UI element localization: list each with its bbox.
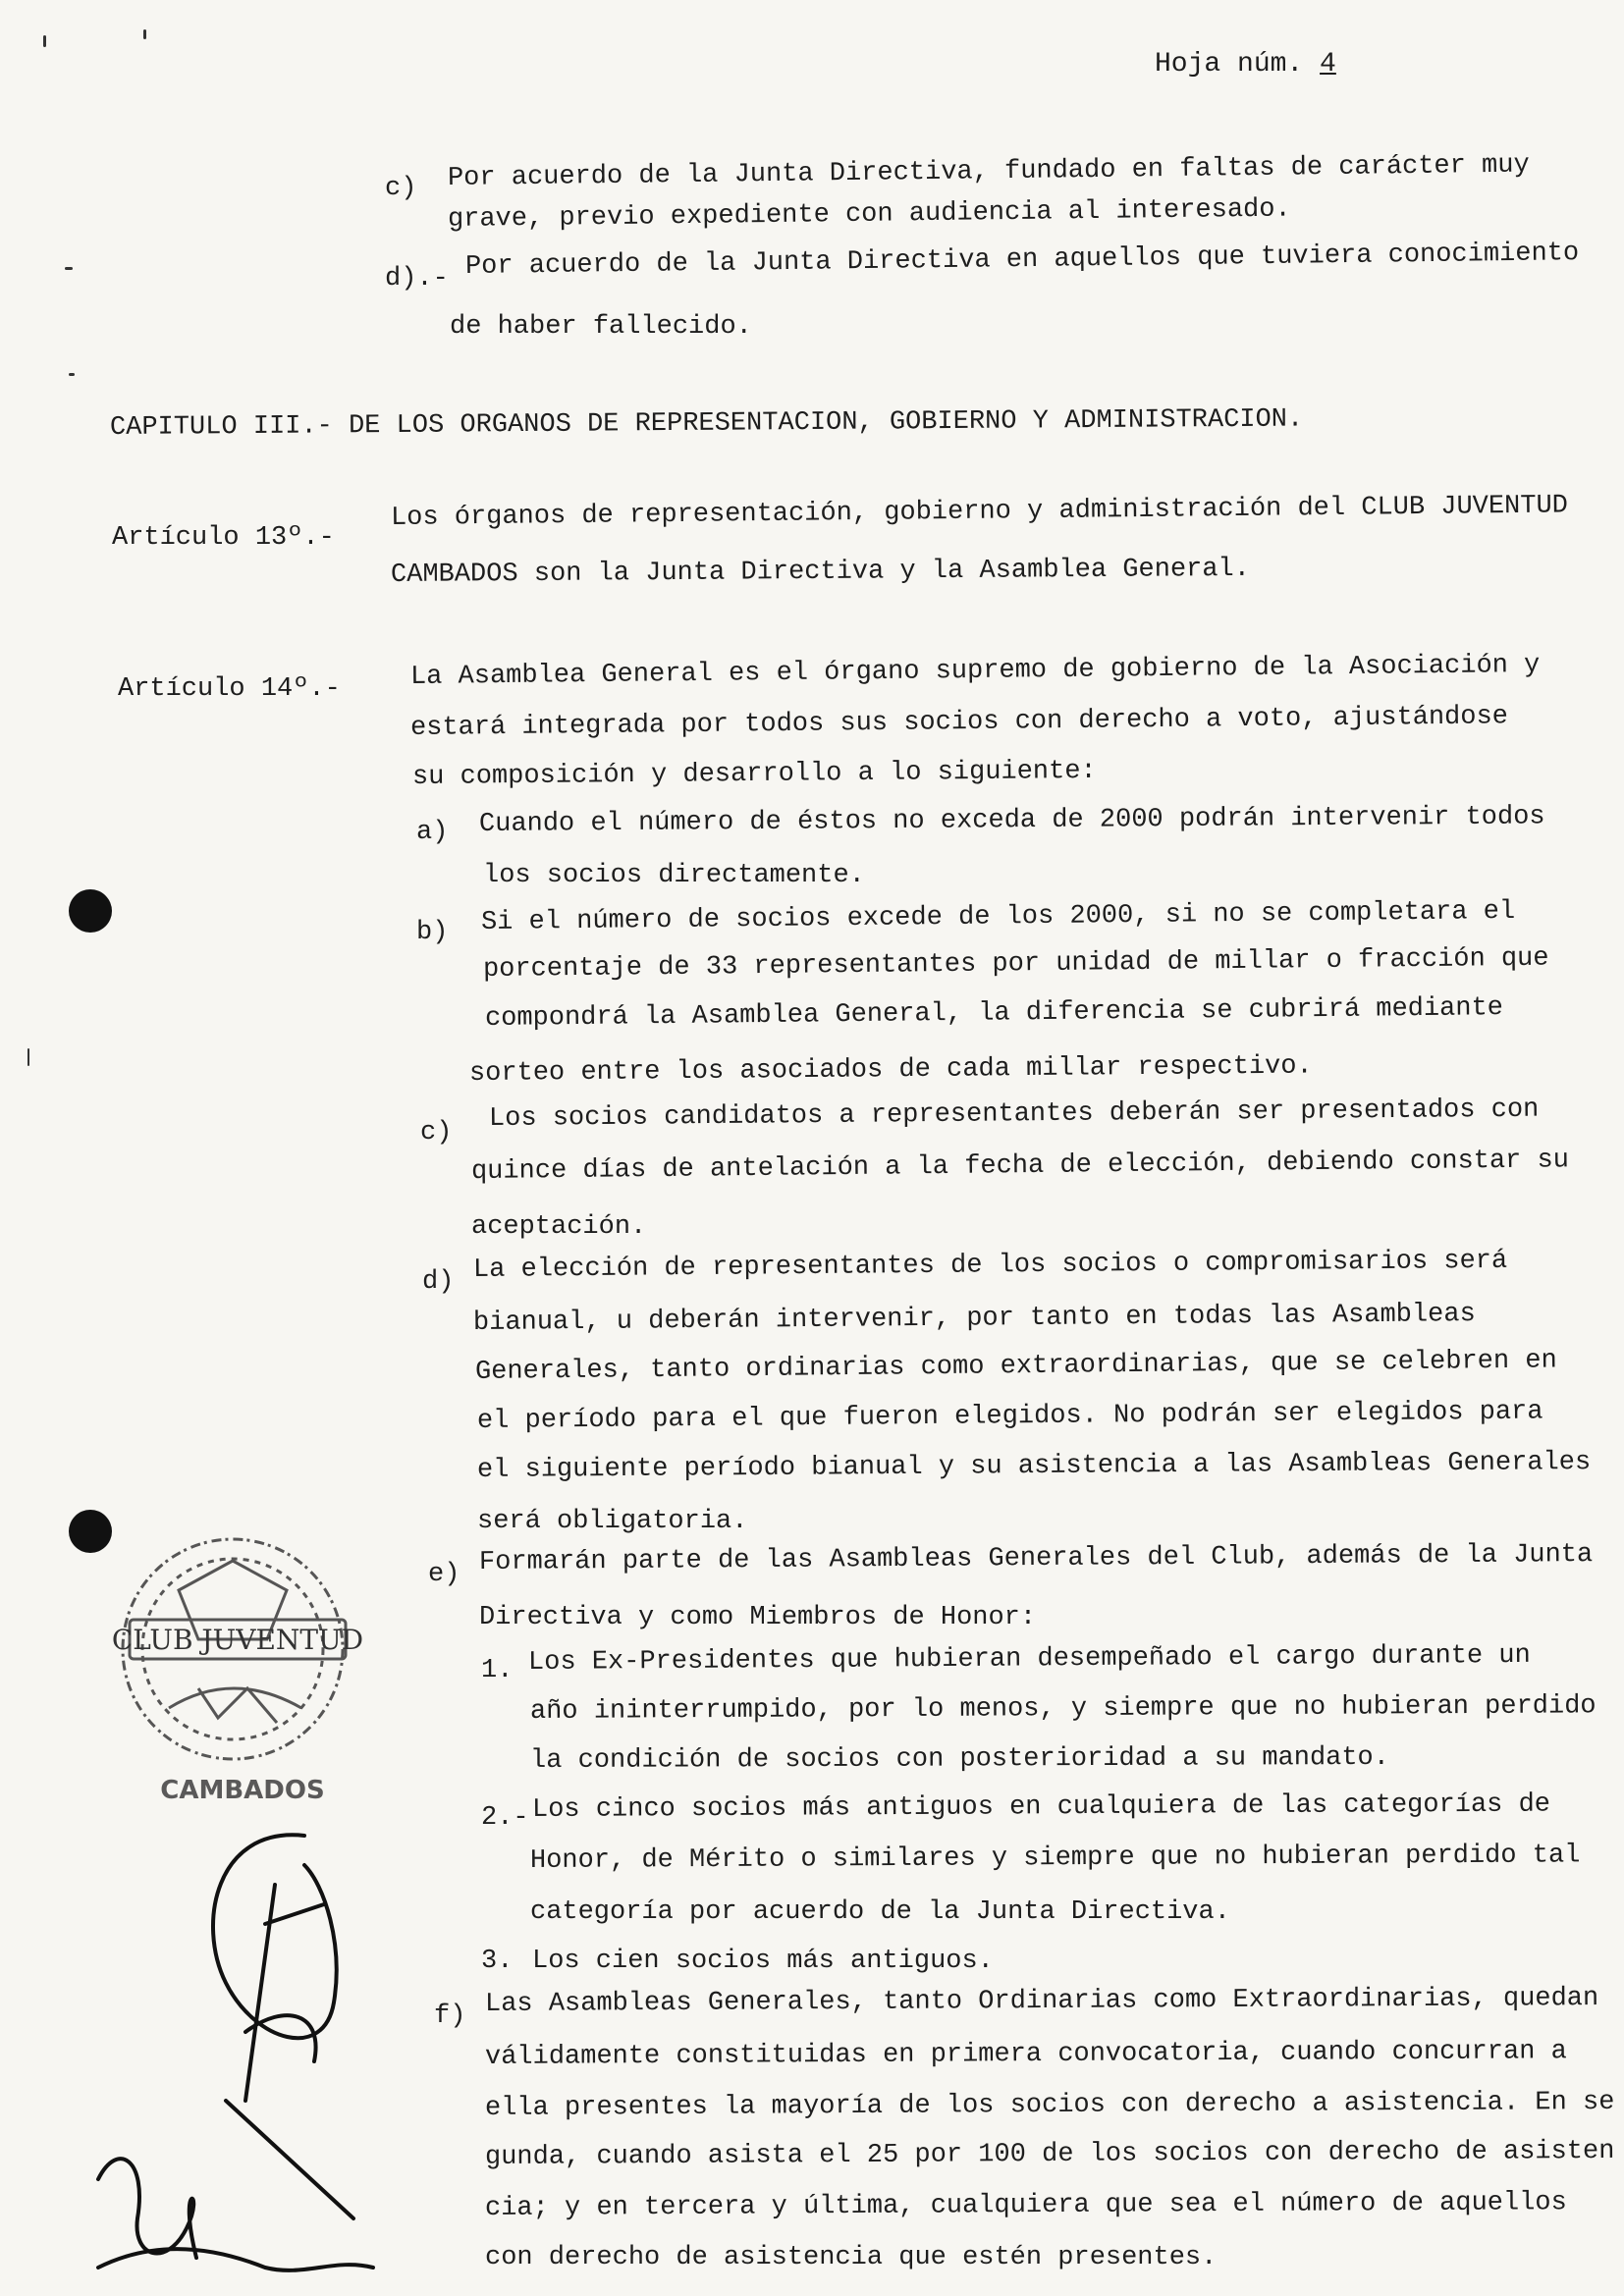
punch-hole: [69, 889, 112, 933]
item-line: Por acuerdo de la Junta Directiva, fundado en faltas de carácter muy: [447, 150, 1530, 193]
item-line: bianual, u deberán intervenir, por tanto en todas las Asambleas: [472, 1300, 1476, 1338]
item-line: Cuando el número de éstos no exceda de 2000 podrán intervenir todos: [478, 802, 1545, 839]
item-line: con derecho de asistencia que estén presentes.: [485, 2243, 1218, 2272]
item-line: gunda, cuando asista el 25 por 100 de los socios con derecho de asisten: [484, 2136, 1615, 2172]
article-13-line: CAMBADOS son la Junta Directiva y la Asamblea General.: [390, 554, 1251, 590]
item-line: válidamente constituidas en primera convocatoria, cuando concurran a: [484, 2037, 1567, 2072]
article-13-line: Los órganos de representación, gobierno y administración del CLUB JUVENTUD: [390, 491, 1569, 533]
punch-hole: [69, 1510, 112, 1553]
item-line: los socios directamente.: [483, 861, 865, 890]
item-letter: b): [416, 918, 449, 947]
item-line: porcentaje de 33 representantes por unidad de millar o fracción que: [482, 943, 1549, 985]
sub-number: 1.: [481, 1656, 514, 1685]
item-letter: d).-: [385, 264, 449, 294]
margin-mark: [143, 29, 146, 39]
item-line: Los socios candidatos a representantes deberán ser presentados con: [488, 1095, 1540, 1134]
item-line: quince días de antelación a la fecha de elección, debiendo constar su: [470, 1146, 1570, 1187]
sub-line: la condición de socios con posterioridad a su mandato.: [529, 1742, 1390, 1776]
item-line: Directiva y como Miembros de Honor:: [479, 1603, 1037, 1632]
sub-line: Los cinco socios más antiguos en cualquiera de las categorías de: [531, 1789, 1551, 1825]
sub-line: Los cien socios más antiguos.: [532, 1947, 994, 1976]
handwritten-signature: [79, 1806, 412, 2296]
article-14-intro-line: La Asamblea General es el órgano supremo de gobierno de la Asociación y: [409, 650, 1541, 692]
item-line: cia; y en tercera y última, cualquiera que sea el número de aquellos: [484, 2188, 1567, 2223]
hoja-number: 4: [1320, 49, 1336, 80]
sub-number: 3.: [481, 1947, 514, 1976]
item-letter: e): [428, 1560, 460, 1589]
chapter-heading: CAPITULO III.- DE LOS ORGANOS DE REPRESENTACION, GOBIERNO Y ADMINISTRACION.: [109, 404, 1304, 443]
item-line: Las Asambleas Generales, tanto Ordinarias como Extraordinarias, quedan: [484, 1984, 1599, 2019]
club-seal-stamp: [110, 1522, 375, 1816]
item-line: sorteo entre los asociados de cada millar respectivo.: [468, 1051, 1313, 1089]
item-line: grave, previo expediente con audiencia al interesado.: [447, 194, 1291, 235]
item-line: aceptación.: [471, 1212, 647, 1242]
item-letter: c): [420, 1118, 453, 1148]
margin-mark: [65, 267, 73, 270]
article-14-intro-line: su composición y desarrollo a lo siguiente:: [411, 756, 1097, 792]
stamp-text: CLUB JUVENTUD: [111, 1624, 364, 1656]
item-line: será obligatoria.: [477, 1507, 748, 1536]
item-letter: a): [416, 818, 449, 847]
margin-mark: [69, 373, 75, 376]
stamp-bottom-text: CAMBADOS: [160, 1776, 325, 1805]
item-letter: d): [422, 1267, 455, 1297]
item-letter: f): [434, 2002, 466, 2031]
item-line: Si el número de socios excede de los 2000, si no se completara el: [480, 896, 1516, 937]
sub-number: 2.-: [481, 1803, 529, 1833]
item-line: de haber fallecido.: [450, 312, 752, 342]
sub-line: categoría por acuerdo de la Junta Directiva.: [530, 1897, 1230, 1927]
item-letter: c): [385, 174, 417, 203]
item-line: compondrá la Asamblea General, la diferencia se cubrirá mediante: [484, 993, 1504, 1034]
item-line: el siguiente período bianual y su asistencia a las Asambleas Generales: [476, 1448, 1592, 1485]
article-13-label: Artículo 13º.-: [112, 523, 335, 553]
sub-line: Honor, de Mérito o similares y siempre que no hubieran perdido tal: [529, 1841, 1581, 1876]
article-14-label: Artículo 14º.-: [118, 674, 341, 704]
margin-mark: [27, 1048, 29, 1066]
margin-mark: [43, 35, 46, 47]
item-line: ella presentes la mayoría de los socios con derecho a asistencia. En se: [484, 2087, 1615, 2123]
article-14-intro-line: estará integrada por todos sus socios con derecho a voto, ajustándose: [409, 702, 1509, 743]
item-line: Formarán parte de las Asambleas Generales del Club, además de la Junta: [478, 1540, 1594, 1577]
item-line: La elección de representantes de los socios o compromisarios será: [472, 1246, 1508, 1285]
sub-line: Los Ex-Presidentes que hubieran desempeñado el cargo durante un: [527, 1640, 1531, 1678]
page-number-header: [1155, 47, 1336, 82]
hoja-label: Hoja núm.: [1155, 49, 1304, 80]
sub-line: año ininterrumpido, por lo menos, y siempre que no hubieran perdido: [529, 1691, 1597, 1727]
item-line: el período para el que fueron elegidos. No podrán ser elegidos para: [476, 1397, 1543, 1436]
item-line: Por acuerdo de la Junta Directiva en aquellos que tuviera conocimiento: [464, 239, 1580, 282]
item-line: Generales, tanto ordinarias como extraordinarias, que se celebren en: [474, 1346, 1557, 1387]
